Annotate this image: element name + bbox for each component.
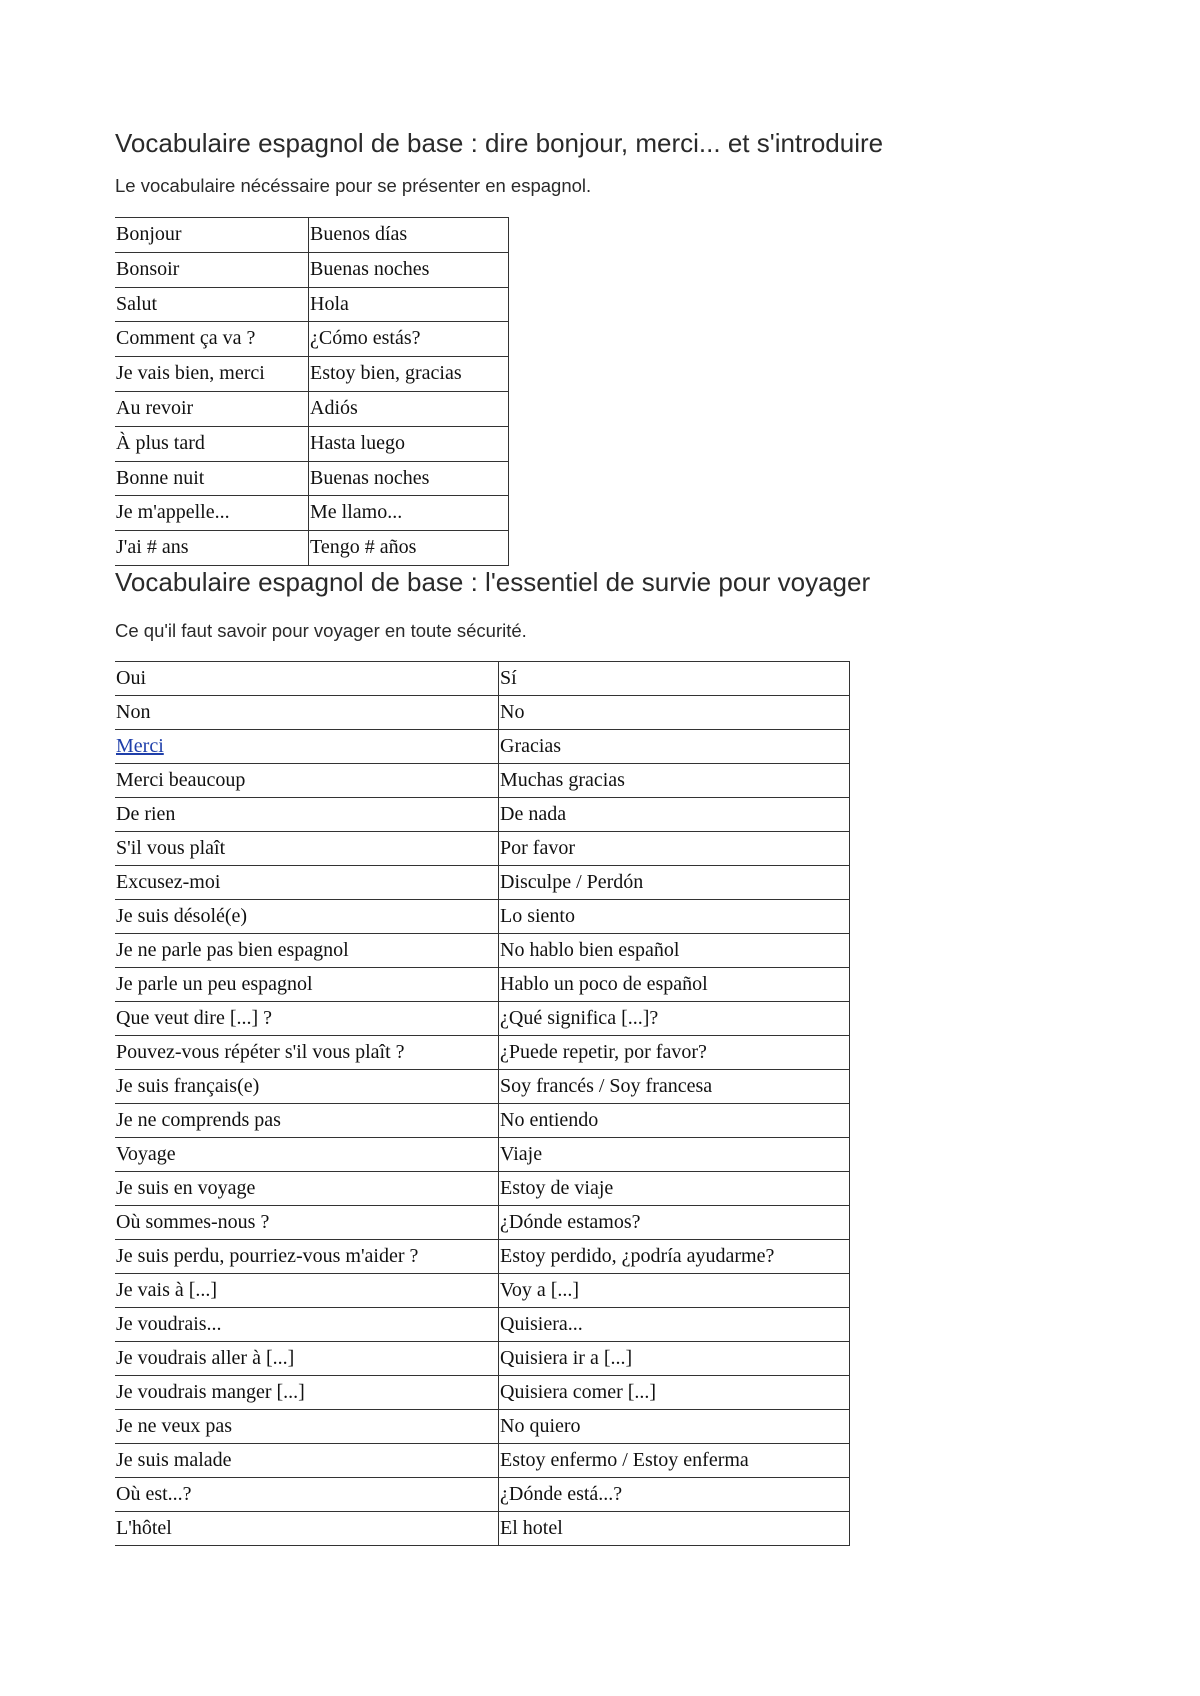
french-cell: Salut [115, 287, 309, 322]
spanish-cell: Adiós [309, 391, 509, 426]
french-cell: Bonjour [115, 218, 309, 253]
table-row [115, 531, 509, 566]
french-cell: Non [115, 696, 499, 730]
merci-link[interactable]: Merci [116, 735, 164, 757]
french-cell: Je ne parle pas bien espagnol [115, 934, 499, 968]
spanish-cell: No hablo bien español [499, 934, 850, 968]
french-cell: Pouvez-vous répéter s'il vous plaît ? [115, 1036, 499, 1070]
section1-title: Vocabulaire espagnol de base : dire bonjour, merci... et s'introduire [115, 128, 884, 158]
spanish-cell: Quisiera ir a [...] [499, 1342, 850, 1376]
spanish-cell: Me llamo... [309, 496, 509, 531]
table-row [115, 252, 509, 287]
table-row [115, 798, 850, 832]
table-row [115, 461, 509, 496]
table-row [115, 1036, 850, 1070]
table-row [115, 1206, 850, 1240]
french-cell: Je suis désolé(e) [115, 900, 499, 934]
spanish-cell: Gracias [499, 730, 850, 764]
table-row [115, 1512, 850, 1546]
french-cell: S'il vous plaît [115, 832, 499, 866]
french-cell: Je ne veux pas [115, 1410, 499, 1444]
table-row [115, 426, 509, 461]
table-row [115, 218, 509, 253]
table-row [115, 1444, 850, 1478]
french-cell: Je voudrais aller à [...] [115, 1342, 499, 1376]
spanish-cell: ¿Dónde estamos? [499, 1206, 850, 1240]
table-row [115, 357, 509, 392]
table-row [115, 1172, 850, 1206]
table-row [115, 1240, 850, 1274]
spanish-cell: No entiendo [499, 1104, 850, 1138]
french-cell: Je vais bien, merci [115, 357, 309, 392]
table-row [115, 696, 850, 730]
spanish-cell: No [499, 696, 850, 730]
french-cell: J'ai # ans [115, 531, 309, 566]
spanish-cell: Muchas gracias [499, 764, 850, 798]
travel-table [115, 661, 850, 1546]
section2-subtitle: Ce qu'il faut savoir pour voyager en toute sécurité. [115, 620, 527, 641]
spanish-cell: Buenos días [309, 218, 509, 253]
table-row [115, 1342, 850, 1376]
spanish-cell: El hotel [499, 1512, 850, 1546]
table-row [115, 968, 850, 1002]
spanish-cell: Buenas noches [309, 252, 509, 287]
french-cell: Je suis en voyage [115, 1172, 499, 1206]
spanish-cell: Voy a [...] [499, 1274, 850, 1308]
table-row [115, 1274, 850, 1308]
table-row [115, 832, 850, 866]
spanish-cell: Disculpe / Perdón [499, 866, 850, 900]
french-cell: Bonne nuit [115, 461, 309, 496]
greetings-table [115, 217, 509, 566]
french-cell [115, 730, 499, 764]
french-cell: Je voudrais manger [...] [115, 1376, 499, 1410]
table-row [115, 322, 509, 357]
table-row [115, 391, 509, 426]
spanish-cell: Estoy perdido, ¿podría ayudarme? [499, 1240, 850, 1274]
spanish-cell: No quiero [499, 1410, 850, 1444]
french-cell: Voyage [115, 1138, 499, 1172]
french-cell: Je parle un peu espagnol [115, 968, 499, 1002]
french-cell: Je suis français(e) [115, 1070, 499, 1104]
spanish-cell: ¿Qué significa [...]? [499, 1002, 850, 1036]
french-cell: Où est...? [115, 1478, 499, 1512]
french-cell: Je voudrais... [115, 1308, 499, 1342]
french-cell: Comment ça va ? [115, 322, 309, 357]
spanish-cell: De nada [499, 798, 850, 832]
table-row [115, 900, 850, 934]
table-row [115, 496, 509, 531]
french-cell: Oui [115, 662, 499, 696]
french-cell: Bonsoir [115, 252, 309, 287]
spanish-cell: Buenas noches [309, 461, 509, 496]
spanish-cell: Hasta luego [309, 426, 509, 461]
french-cell: Je vais à [...] [115, 1274, 499, 1308]
french-cell: Je m'appelle... [115, 496, 309, 531]
spanish-cell: Estoy bien, gracias [309, 357, 509, 392]
french-cell: L'hôtel [115, 1512, 499, 1546]
table-row [115, 1002, 850, 1036]
spanish-cell: ¿Cómo estás? [309, 322, 509, 357]
french-cell: Merci beaucoup [115, 764, 499, 798]
spanish-cell: Quisiera... [499, 1308, 850, 1342]
table-row [115, 1376, 850, 1410]
french-cell: Où sommes-nous ? [115, 1206, 499, 1240]
table-row [115, 866, 850, 900]
french-cell: À plus tard [115, 426, 309, 461]
table-row [115, 730, 850, 764]
spanish-cell: Sí [499, 662, 850, 696]
spanish-cell: Soy francés / Soy francesa [499, 1070, 850, 1104]
spanish-cell: Estoy enfermo / Estoy enferma [499, 1444, 850, 1478]
table-row [115, 287, 509, 322]
french-cell: Je suis malade [115, 1444, 499, 1478]
spanish-cell: Hablo un poco de español [499, 968, 850, 1002]
table-row [115, 1104, 850, 1138]
spanish-cell: Quisiera comer [...] [499, 1376, 850, 1410]
french-cell: Que veut dire [...] ? [115, 1002, 499, 1036]
french-cell: Je suis perdu, pourriez-vous m'aider ? [115, 1240, 499, 1274]
french-cell: Je ne comprends pas [115, 1104, 499, 1138]
table-row [115, 934, 850, 968]
spanish-cell: ¿Dónde está...? [499, 1478, 850, 1512]
section2-title: Vocabulaire espagnol de base : l'essentiel de survie pour voyager [115, 567, 871, 597]
spanish-cell: ¿Puede repetir, por favor? [499, 1036, 850, 1070]
french-cell: De rien [115, 798, 499, 832]
spanish-cell: Tengo # años [309, 531, 509, 566]
spanish-cell: Estoy de viaje [499, 1172, 850, 1206]
section1-subtitle: Le vocabulaire nécéssaire pour se présenter en espagnol. [115, 175, 592, 196]
french-cell: Au revoir [115, 391, 309, 426]
spanish-cell: Lo siento [499, 900, 850, 934]
spanish-cell: Hola [309, 287, 509, 322]
table-row [115, 662, 850, 696]
table-row [115, 1410, 850, 1444]
french-cell: Excusez-moi [115, 866, 499, 900]
table-row [115, 1070, 850, 1104]
spanish-cell: Viaje [499, 1138, 850, 1172]
table-row [115, 1478, 850, 1512]
spanish-cell: Por favor [499, 832, 850, 866]
table-row [115, 764, 850, 798]
table-row [115, 1308, 850, 1342]
table-row [115, 1138, 850, 1172]
